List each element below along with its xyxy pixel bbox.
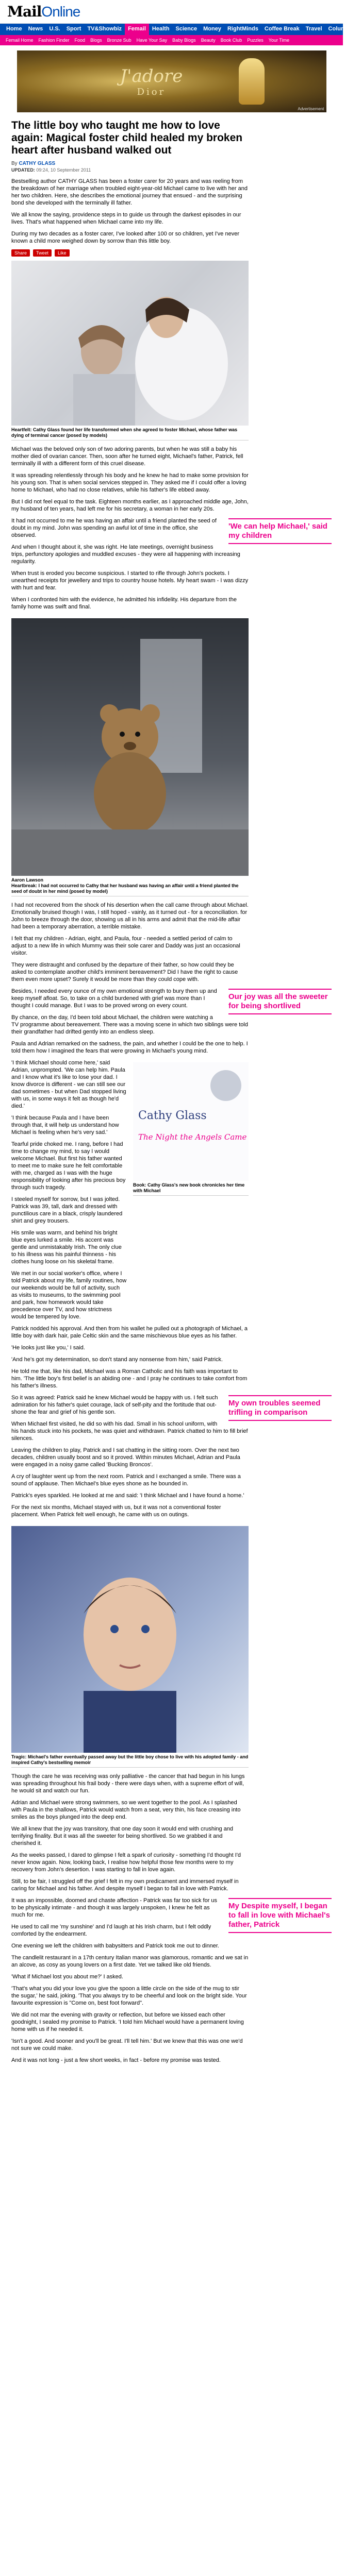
pullquote-section-3 [11, 1394, 332, 1523]
article-paragraph: And it was not long - just a few short weeks, in fact - before my promise was tested. [11, 2057, 221, 2063]
photo-credit: Aaron Lawson [11, 877, 44, 883]
article-paragraph: When I confronted him with the evidence, he admitted his infidelity. His departure from the family home was swift and final. [11, 597, 237, 610]
masthead [0, 0, 343, 24]
top-nav-item-money[interactable]: Money [203, 26, 221, 32]
article-paragraph: By chance, on the day, I'd been told about Michael, the children were watching a TV programme about bereavement. There was a moving scene in which two siblings were told their grandfather had drifted gently into an endless sleep. [11, 1014, 248, 1035]
pullquote-2: Our joy was all the sweeter for being shortlived [228, 989, 332, 1014]
top-nav-item-health[interactable]: Health [152, 26, 170, 32]
couple-illustration [11, 261, 249, 426]
sub-nav-item-puzzles[interactable]: Puzzles [247, 38, 264, 43]
article-paragraph: 'That's what you did your love you give the spoon a little circle on the side of the mug to stir the sugar,' he said, joking. 'That you always try to be cheerful and look on the bright side. Your favourite expression is "Come on, best foot forward". [11, 1986, 247, 2006]
article [0, 112, 343, 2069]
article-paragraph: 'What if Michael lost you about me?' I asked. [11, 1974, 123, 1980]
article-paragraph: And when I thought about it, she was right. He late meetings, overnight business trips, perfunctory apologies and muddled excuses - they were all happening with increasing regularity. [11, 544, 240, 565]
top-nav-item-rightminds[interactable]: RightMinds [227, 26, 258, 32]
perfume-bottle-image [239, 58, 265, 105]
pullquote-3: My own troubles seemed trifling in comparison [228, 1395, 332, 1421]
advertisement-banner[interactable] [17, 50, 326, 112]
article-paragraph: The candlelit restaurant in a 17th century Italian manor was glamorous, romantic and we sat in an alcove, as cosy as young lovers on a first date. Yet we talked like old friends. [11, 1955, 249, 1968]
pullquote-section-4 [11, 1897, 332, 2069]
book-section [11, 1059, 249, 1325]
article-paragraph: One evening we left the children with babysitters and Patrick took me out to dinner. [11, 1943, 219, 1949]
figure-boy [11, 1526, 249, 1768]
pullquote-section-2 [11, 988, 332, 1059]
figure-couple [11, 261, 249, 440]
article-paragraph: I steeled myself for sorrow, but I was jolted. Patrick was 39, tall, dark and dressed with punctilious care in a black, crisply laundered shirt and grey trousers. [11, 1196, 123, 1224]
article-paragraph: Tearful pride choked me. I rang, before I had time to change my mind, to say I would welcome Michael. But first his father wanted to meet me to make sure he felt comfortable with me, charged as I was with the huge responsibility of looking after his precious boy through such tragedy. [11, 1141, 126, 1191]
article-paragraph: 'Isn't a good. And sooner and you'll be great. I'll tell him.' But we knew that this was one we'd not sure we could make. [11, 2038, 243, 2052]
article-paragraph: I had not recovered from the shock of his desertion when the call came through about Michael. Emotionally bruised though I was, I still hoped - vainly, as it turned out - for a reconciliation. for John to breeze through the door, showing us all in his arms and admit that the mid-life affair had been a temporary aberration, a terrible mistake. [11, 902, 249, 930]
article-paragraph: 'And he's got my determination, so don't stand any nonsense from him,' said Patrick. [11, 1357, 223, 1363]
top-nav-item-tv-showbiz[interactable]: TV&Showbiz [87, 26, 122, 32]
byline [11, 161, 332, 166]
article-paragraph: A cry of laughter went up from the next room. Patrick and I exchanged a smile. There was a sound of applause. Then Michael's blue eyes shone as he bounded in. [11, 1473, 241, 1487]
sub-nav-item-beauty[interactable]: Beauty [201, 38, 216, 43]
share-bar [11, 249, 332, 257]
sub-nav [0, 35, 343, 45]
updated-value: 09:24, 10 September 2011 [36, 167, 91, 173]
article-paragraph: Adrian and Michael were strong swimmers, so we went together to the pool. As I splashed with Paula in the shallows, Patrick would watch from a seat, very thin, his face creasing into smiles as the boys plunged into the deep end. [11, 1800, 241, 1820]
article-paragraph: During my two decades as a foster carer, I've looked after 100 or so children, yet I've never known a child more weighed down by sorrow than this little boy. [11, 231, 239, 244]
article-paragraph: As the weeks passed, I dared to glimpse I felt a spark of curiosity - something I'd thought I'd never know again. Now, looking back, I realise how helpful those few months were to my recovery from John's desertion. I was starting to fall in love again. [11, 1852, 241, 1873]
top-nav-item-home[interactable]: Home [6, 26, 22, 32]
sub-nav-item-baby-blogs[interactable]: Baby Blogs [172, 38, 196, 43]
sub-nav-item-femail-home[interactable]: Femail Home [6, 38, 34, 43]
article-paragraph: Though the care he was receiving was only palliative - the cancer that had begun in his lungs was spreading throughout his frail body - there were days when, with a supreme effort of will, he would sit and watch our fun. [11, 1773, 245, 1794]
article-paragraph: We did not mar the evening with gravity or reflection, but before we kissed each other goodnight, I sealed my promise to Patrick. 'I told him Michael would have a permanent loving home with us if he needed it. [11, 2012, 244, 2032]
caption-teddy-text: Heartbreak: I had not occurred to Cathy that her husband was having an affair until a friend planted the seed of doubt in her mind (posed by model) [11, 883, 239, 894]
ad-label: Advertisement [298, 107, 324, 111]
ad-brand-sub: Dior [137, 87, 166, 97]
caption-boy: Tragic: Michael's father eventually passed away but the little boy chose to live with his adopted family - and inspired Cathy's bestselling memoir [11, 1753, 249, 1768]
pullquote-section-1 [11, 517, 332, 615]
article-paragraph: So it was agreed: Patrick said he knew Michael would be happy with us. I felt such admiration for his father's quiet courage, lack of self-pity and the fortitude that out-shone the fear and grief of his gentle son. [11, 1395, 218, 1415]
article-headline: The little boy who taught me how to love again: Magical foster child healed my broken heart after husband walked out [11, 120, 243, 156]
updated-timestamp [11, 167, 332, 173]
teddy-illustration [11, 618, 249, 876]
top-nav-item-coffee-break[interactable]: Coffee Break [264, 26, 300, 32]
photo-teddy-bear[interactable] [11, 618, 249, 876]
book-cover-illustration [133, 1062, 249, 1181]
article-paragraph: We all knew that the joy was transitory, that one day soon it would end with crushing and terrifying finality. But it was all the sweeter for being shortlived. So we grabbed it and cherished it. [11, 1826, 234, 1846]
article-paragraph: Still, to be fair, I struggled off the grief I felt in my own predicament and immersed myself in caring for Michael and his father. And despite myself I began to fall in love with Patrick. [11, 1878, 239, 1892]
ad-brand-name: J'adore [120, 66, 183, 87]
article-paragraph: For the next six months, Michael stayed with us, but it was not a conventional foster placement. When Patrick felt well enough, he came with us on outings. [11, 1504, 221, 1518]
article-paragraph: His smile was warm, and behind his bright blue eyes lurked a smile. His accent was gentle and unmistakably Irish. The only clue to his illness was his painful thinness - his clothes hung loose on his skeletal frame. [11, 1230, 122, 1265]
book-promo [133, 1059, 249, 1325]
caption-couple: Heartfelt: Cathy Glass found her life transformed when she agreed to foster Michael, whose father was dying of terminal cancer (posed by models) [11, 426, 249, 440]
article-paragraph: Paula and Adrian remarked on the sadness, the pain, and whether I could be the one to help. I told them how I imagined the fears that were growing in Michael's young mind. [11, 1041, 248, 1054]
pullquote-4: My Despite myself, I began to fall in love with Michael's father, Patrick [228, 1898, 332, 1933]
article-paragraph: When trust is eroded you become suspicious. I started to rifle through John's pockets. I unearthed receipts for jewellery and trips to country house hotels. My heart swam - I was dizzy with hurt and fear. [11, 570, 249, 591]
share-button-share[interactable]: Share [11, 249, 30, 257]
article-paragraph: But I did not feel equal to the task. Eighteen months earlier, as I approached middle age, John, my husband of ten years, had left me for his secretary, a woman in her early 20s. [11, 499, 249, 512]
logo-sub-text: Online [41, 4, 80, 20]
sub-nav-item-food[interactable]: Food [74, 38, 86, 43]
sub-nav-item-blogs[interactable]: Blogs [90, 38, 102, 43]
article-paragraph: Patrick's eyes sparkled. He looked at me and said: 'I think Michael and I have found a home.' [11, 1493, 244, 1499]
article-paragraph: 'I think because Paula and I have been through that, it will help us understand how Michael is feeling when he's very sad.' [11, 1115, 119, 1136]
article-paragraph: Patrick nodded his approval. And then from his wallet he pulled out a photograph of Michael, a little boy with dark hair, pale Celtic skin and the same mischievous blue eyes as his father. [11, 1326, 248, 1339]
top-nav-item-columnists[interactable]: Columnists [328, 26, 359, 32]
sub-nav-item-have-your-say[interactable]: Have Your Say [136, 38, 168, 43]
article-paragraph: It was spreading relentlessly through his body and he knew he had to make some provision for his young son. That is when social services stepped in. They asked me if I could offer a loving home to Michael, who had no close relatives, while his father's life ebbed away. [11, 472, 249, 493]
logo-main-text: Mail [7, 3, 42, 20]
article-paragraph: 'He looks just like you,' I said. [11, 1345, 85, 1351]
share-button-like[interactable]: Like [55, 249, 70, 257]
photo-couple[interactable] [11, 261, 249, 426]
article-paragraph: We met in our social worker's office, where I told Patrick about my life, family routines, how our weekends would be full of activity, such as visits to museums, to the swimming pool and park, how homework would take precedence over TV, and how strictness would be tempered by love. [11, 1270, 127, 1320]
article-paragraph: He used to call me 'my sunshine' and I'd laugh at his Irish charm, but I felt oddly comforted by the endearment. [11, 1924, 211, 1937]
article-body [11, 178, 332, 2069]
article-paragraph: 'I think Michael should come here,' said Adrian, unprompted. 'We can help him. Paula and I know what it's like to lose your dad. I know divorce is different - we can still see our dad sometimes - but when Dad stopped living with us, in some ways it felt as though he'd died.' [11, 1060, 126, 1109]
article-paragraph: Leaving the children to play, Patrick and I sat chatting in the sitting room. Over the next two decades, children usually boost and so it proved. Within minutes Michael, Adrian and Paula were engaged in a noisy game called 'Bucking Broncos'. [11, 1447, 240, 1468]
article-paragraph: They were distraught and confused by the departure of their father, so how could they be asked to contemplate another child's imminent bereavement? Did I have the right to cause them even more upset? Surely it would be more than they could cope with. [11, 962, 238, 982]
book-author-text: Cathy Glass [138, 1109, 207, 1122]
sub-nav-item-fashion-finder[interactable]: Fashion Finder [38, 38, 70, 43]
updated-label: UPDATED: [11, 167, 35, 173]
top-nav-item-femail[interactable]: Femail [125, 24, 149, 35]
article-paragraph: When Michael first visited, he did so with his dad. Small in his school uniform, with his hands stuck into his pockets, he was quiet and withdrawn. Patrick chatted to him to fill brief silences. [11, 1421, 248, 1442]
pullquote-1: 'We can help Michael,' said my children [228, 518, 332, 544]
site-logo[interactable] [7, 3, 80, 20]
top-nav-item-news[interactable]: News [28, 26, 43, 32]
byline-prefix: By [11, 161, 18, 166]
top-nav-item-sport[interactable]: Sport [66, 26, 81, 32]
book-title-text: The Night the Angels Came [138, 1132, 247, 1142]
article-paragraph: It had not occurred to me he was having an affair until a friend planted the seed of doubt in my mind. John was spending an awful lot of time in the office, she observed. [11, 518, 217, 538]
book-cover[interactable] [133, 1062, 249, 1181]
top-nav-item-u-s-[interactable]: U.S. [49, 26, 60, 32]
figure-book [133, 1062, 249, 1196]
share-button-tweet[interactable]: Tweet [33, 249, 52, 257]
ad-brand [120, 66, 183, 97]
article-paragraph: Bestselling author CATHY GLASS has been a foster carer for 20 years and was reeling from the breakdown of her marriage when troubled eight-year-old Michael came to live with her and her two children. Here, she describes the emotional journey that ensued - and the surprising bond she developed with the terminally ill father. [11, 178, 248, 206]
figure-teddy [11, 618, 249, 896]
article-paragraph: Besides, I needed every ounce of my own emotional strength to bury them up and keep myself afloat. So, to take on a child burdened with grief was more than I thought I could manage. But I was to be proved wrong on every count. [11, 988, 217, 1009]
caption-book: Book: Cathy Glass's new book chronicles her time with Michael [133, 1181, 249, 1196]
sub-nav-item-your-time[interactable]: Your Time [268, 38, 289, 43]
article-paragraph: Michael was the beloved only son of two adoring parents, but when he was still a baby his mother died of ovarian cancer. Then, soon after he turned eight, Michael's father, Patrick, fell terminally ill with a different form of this cruel disease. [11, 446, 243, 467]
top-nav-item-travel[interactable]: Travel [305, 26, 322, 32]
caption-teddy [11, 876, 249, 896]
top-nav [0, 24, 359, 35]
boy-illustration [11, 1526, 249, 1753]
sub-nav-item-book-club[interactable]: Book Club [220, 38, 242, 43]
author-link[interactable]: CATHY GLASS [19, 161, 56, 166]
sub-nav-item-bronze-sub[interactable]: Bronze Sub [107, 38, 131, 43]
top-nav-item-science[interactable]: Science [175, 26, 198, 32]
photo-boy[interactable] [11, 1526, 249, 1753]
article-paragraph: I felt that my children - Adrian, eight, and Paula, four - needed a settled period of calm to adjust to a new life in which Mummy was their sole carer and Daddy was just an occasional visitor. [11, 936, 240, 956]
article-paragraph: We all know the saying, providence steps in to guide us through the darkest episodes in our lives. That's what happened when Michael came into my life. [11, 212, 241, 225]
article-paragraph: He told me that, like his dad, Michael was a Roman Catholic and his faith was important to him. 'The little boy's first belief is an abiding one - and I pray he continues to take comfort from his father's illness. [11, 1368, 248, 1389]
article-paragraph: It was an impossible, doomed and chaste affection - Patrick was far too sick for us to be physically intimate - and though it was largely unspoken, I knew he felt as much for me. [11, 1897, 218, 1918]
